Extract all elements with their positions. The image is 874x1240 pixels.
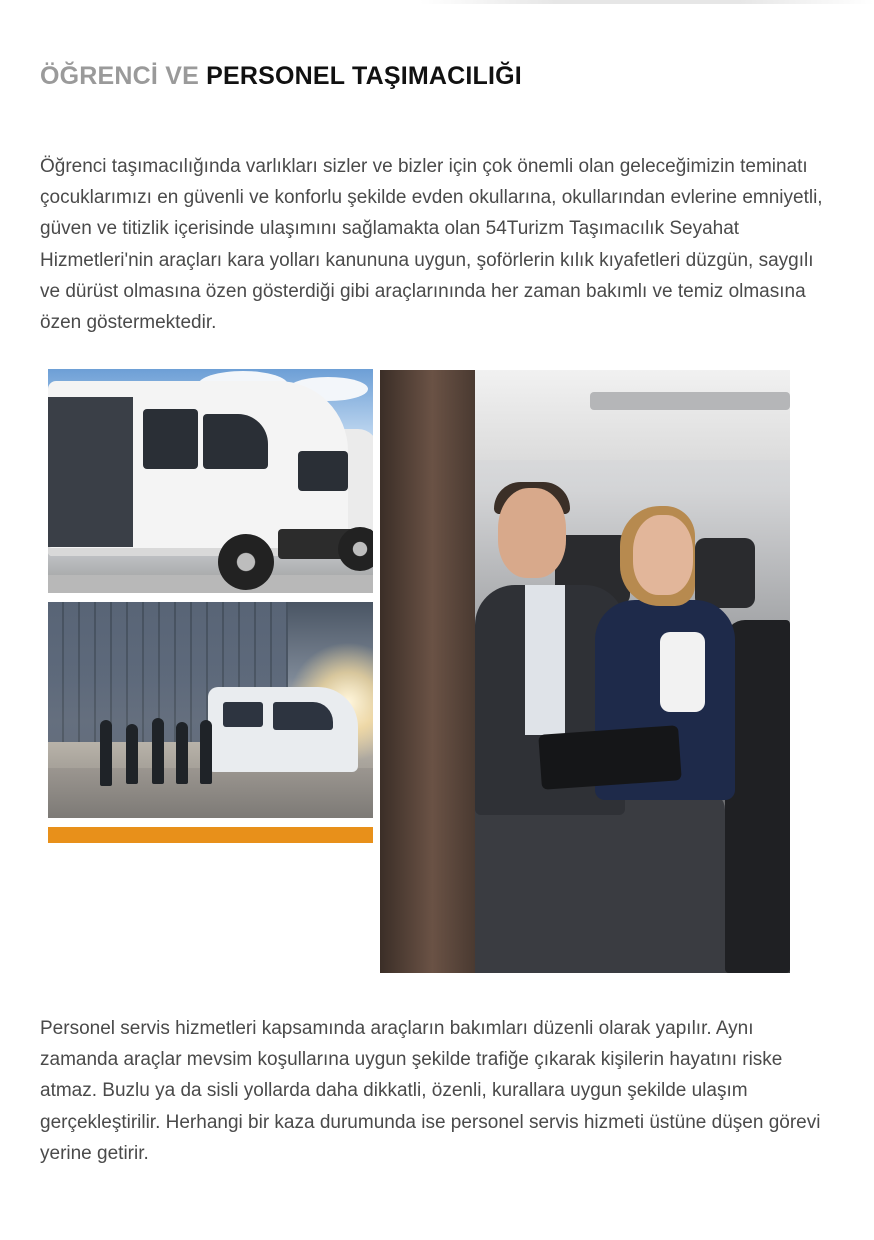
van-interior-photo — [380, 370, 790, 973]
van-building-photo — [48, 602, 373, 818]
minibus-photo — [48, 369, 373, 593]
top-divider — [420, 0, 874, 4]
intro-paragraph: Öğrenci taşımacılığında varlıkları sizler ve bizler için çok önemli olan geleceğimizin teminatı çocuklarımızı en güvenli ve konforlu şekilde evden okullarına, okullarından evlerine emniyetli, güven ve titizlik içerisinde ulaşımını sağlamakta olan 54Turizm Taşımacılık Seyahat Hizmetleri'nin araçları kara yolları kanununa uygun, şoförlerin kılık kıyafetleri düzgün, saygılı ve dürüst olmasına özen gösterdiği gibi araçlarınında her zaman bakımlı ve temiz olmasına özen göstermektedir. — [40, 156, 823, 334]
page-title — [40, 62, 522, 91]
page-title-muted: ÖĞRENCİ VE — [40, 62, 199, 90]
page-title-strong: PERSONEL TAŞIMACILIĞI — [206, 62, 522, 90]
staff-service-paragraph: Personel servis hizmetleri kapsamında araçların bakımları düzenli olarak yapılır. Aynı zamanda araçlar mevsim koşullarına uygun şekilde trafiğe çıkarak kişilerin hayatını riske atmaz. Buzlu ya da sisli yollarda daha dikkatli, özenli, kurallara uygun şekilde ulaşım gerçekleştirilir. Herhangi bir kaza durumunda ise personel servis hizmeti üstüne düşen görevi yerine getirir. — [40, 1018, 821, 1164]
accent-bar — [48, 827, 373, 843]
